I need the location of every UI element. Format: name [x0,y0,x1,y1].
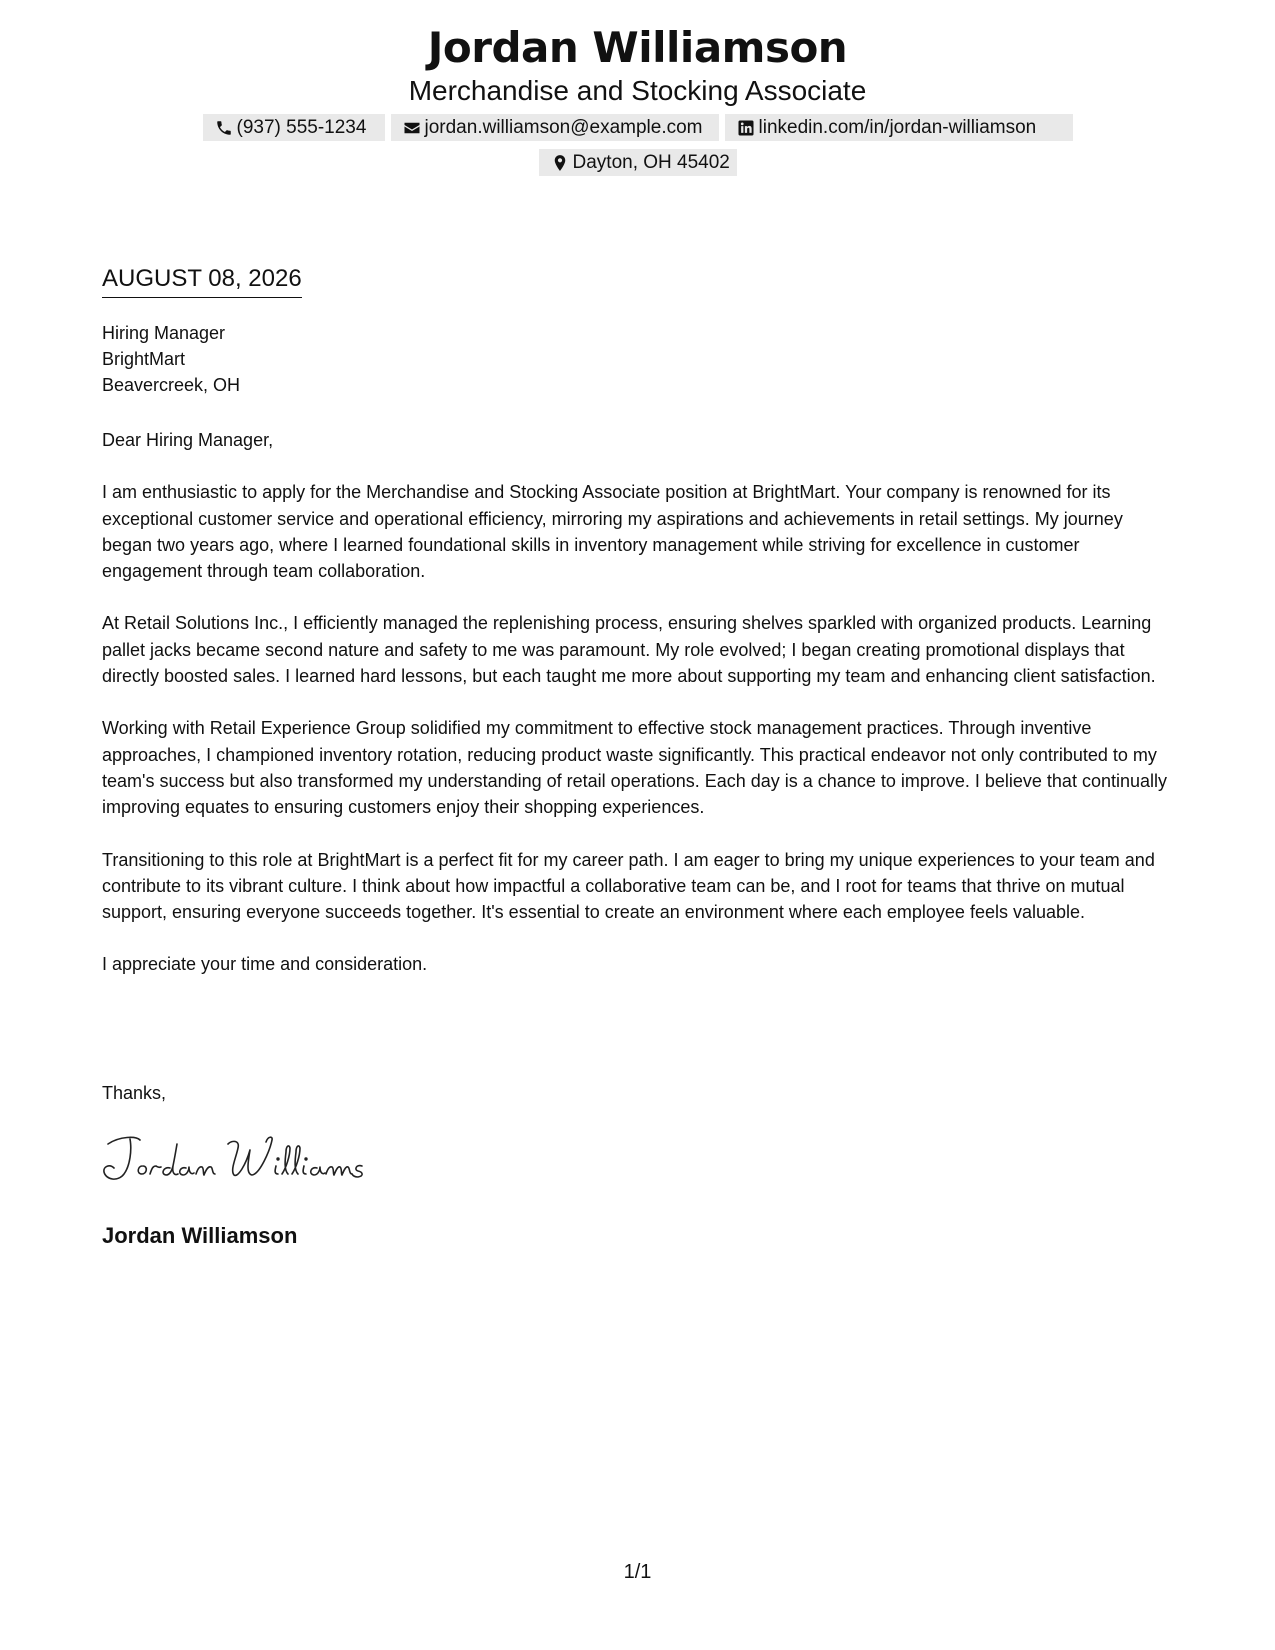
linkedin-icon [737,119,755,137]
letter-header [0,22,1275,108]
recipient-line: BrightMart [102,349,186,369]
body-paragraph: Working with Retail Experience Group solidified my commitment to effective stock management practices. Through inventive approaches, I championed inventory rotation, reducing product waste significantly. This practical endeavor not only contributed to my team's success but also transformed my understanding of retail operations. Each day is a chance to improve. I believe that continually improving equates to ensuring customers enjoy their shopping experiences. [102,718,1167,818]
phone-text: (937) 555-1234 [236,116,367,138]
map-pin-icon [551,154,569,172]
handwritten-signature [100,1130,370,1190]
linkedin-chip[interactable] [725,114,1073,141]
letter-body [102,427,1177,1004]
linkedin-text: linkedin.com/in/jordan-williamson [758,116,1037,138]
signer-name: Jordan Williamson [102,1223,298,1248]
body-paragraph: I appreciate your time and consideration. [102,954,428,975]
recipient-block [102,320,240,398]
contact-row-location [0,149,1275,176]
letter-date: AUGUST 08, 2026 [102,264,302,298]
closing: Thanks, [102,1083,167,1103]
recipient-line: Beavercreek, OH [102,375,241,395]
job-title: Merchandise and Stocking Associate [408,75,867,106]
body-paragraph: Transitioning to this role at BrightMart is a perfect fit for my career path. I am eager to bring my unique experiences to your team and contribute to its vibrant culture. I think about how impactful a collaborative team can be, and I root for teams that thrive on mutual support, ensuring everyone succeeds together. It's essential to create an environment where each employee feels valuable. [102,849,1155,923]
contact-row [0,114,1275,141]
phone-chip[interactable] [203,114,385,141]
recipient-line: Hiring Manager [102,323,226,343]
envelope-icon [403,119,421,137]
location-chip[interactable] [539,149,737,176]
body-paragraph: I am enthusiastic to apply for the Merchandise and Stocking Associate position at BrightMart. Your company is renowned for its exceptional customer service and operational efficiency, mirroring my aspirations and achievements in retail settings. My journey began two years ago, where I learned foundational skills in inventory management while striving for excellence in customer engagement through team collaboration. [102,482,1123,582]
email-text: jordan.williamson@example.com [424,116,703,138]
phone-icon [215,119,233,137]
salutation: Dear Hiring Manager, [102,430,274,450]
page-number: 1/1 [623,1561,652,1583]
email-chip[interactable] [391,114,719,141]
body-paragraph: At Retail Solutions Inc., I efficiently managed the replenishing process, ensuring shelves sparkled with organized products. Learning pallet jacks became second nature and safety to me was paramount. My role evolved; I began creating promotional displays that directly boosted sales. I learned hard lessons, but each taught me more about supporting my team and enhancing client satisfaction. [102,613,1156,687]
applicant-name: Jordan Williamson [427,23,848,72]
location-text: Dayton, OH 45402 [572,151,730,173]
